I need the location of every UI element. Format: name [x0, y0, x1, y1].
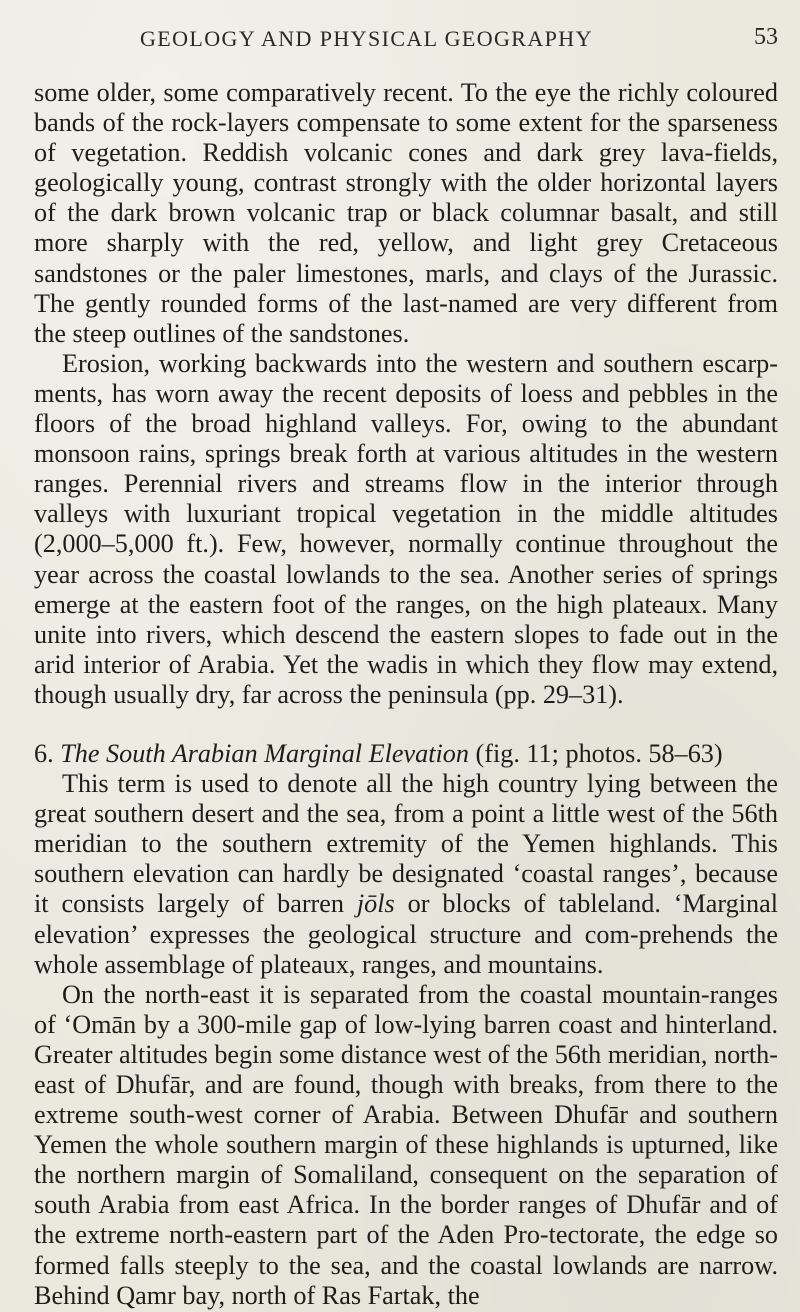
paragraph-definition: [34, 769, 778, 980]
paragraph-definition-text-2: or blocks of tableland. ‘Marginal elevation’ expresses the geological structure and com-prehends the whole assemblage of plateaux, ranges, and mountains.: [34, 889, 778, 979]
paragraph-continuation: some older, some comparatively recent. To the eye the richly coloured bands of the rock-layers compensate to some extent for the sparseness of vegetation. Reddish volcanic cones and dark grey lava-fields, geologically young, contrast strongly with the older horizontal layers of the dark brown volcanic trap or black columnar basalt, and still more sharply with the red, yellow, and light grey Cretaceous sandstones or the paler limestones, marls, and clays of the Jurassic. The gently rounded forms of the last-named are very different from the steep outlines of the sandstones.: [34, 78, 778, 348]
running-head: [0, 20, 800, 56]
section-title: The South Arabian Marginal Elevation: [60, 738, 469, 768]
paragraph-north-east: On the north-east it is separated from the coastal mountain-ranges of ‘Omān by a 300-mile gap of low-lying barren coast and hinterland. Greater altitudes begin some distance west of the 56th meridian, north-east of Dhufār, and are found, though with breaks, from there to the extreme south-west corner of Arabia. Between Dhufār and southern Yemen the whole southern margin of these highlands is upturned, like the northern margin of Somaliland, consequent on the separation of south Arabia from east Africa. In the border ranges of Dhufār and of the extreme north-eastern part of the Aden Pro-tectorate, the edge so formed falls steeply to the sea, and the coastal lowlands are narrow. Behind Qamr bay, north of Ras Fartak, the: [34, 979, 778, 1310]
paragraph-erosion: Erosion, working backwards into the western and southern escarp-ments, has worn away the recent deposits of loess and pebbles in the floors of the broad highland valleys. For, owing to the abundant monsoon rains, springs break forth at various altitudes in the western ranges. Perennial rivers and streams flow in the interior through valleys with luxuriant tropical vegetation in the middle altitudes (2,000–5,000 ft.). Few, however, normally continue throughout the year across the coastal lowlands to the sea. Another series of springs emerge at the eastern foot of the ranges, on the high plateaux. Many unite into rivers, which descend the eastern slopes to fade out in the arid interior of Arabia. Yet the wadis in which they flow may extend, though usually dry, far across the peninsula (pp. 29–31).: [34, 348, 778, 709]
section-reference: (fig. 11; photos. 58–63): [475, 738, 723, 768]
body-text: [34, 78, 778, 1311]
paragraph-definition-italic-term: jōls: [356, 889, 395, 919]
page-number: 53: [754, 24, 778, 50]
section-heading: [34, 739, 778, 769]
running-title: GEOLOGY AND PHYSICAL GEOGRAPHY: [140, 26, 593, 51]
section-number: 6.: [34, 738, 54, 768]
paragraph-definition-text-1: This term is used to denote all the high country lying between the great southern desert and the sea, from a point a little west of the 56th meridian to the southern extremity of the Yemen highlands. This southern elevation can hardly be designated ‘coastal ranges’, because it consists largely of barren: [34, 769, 778, 919]
